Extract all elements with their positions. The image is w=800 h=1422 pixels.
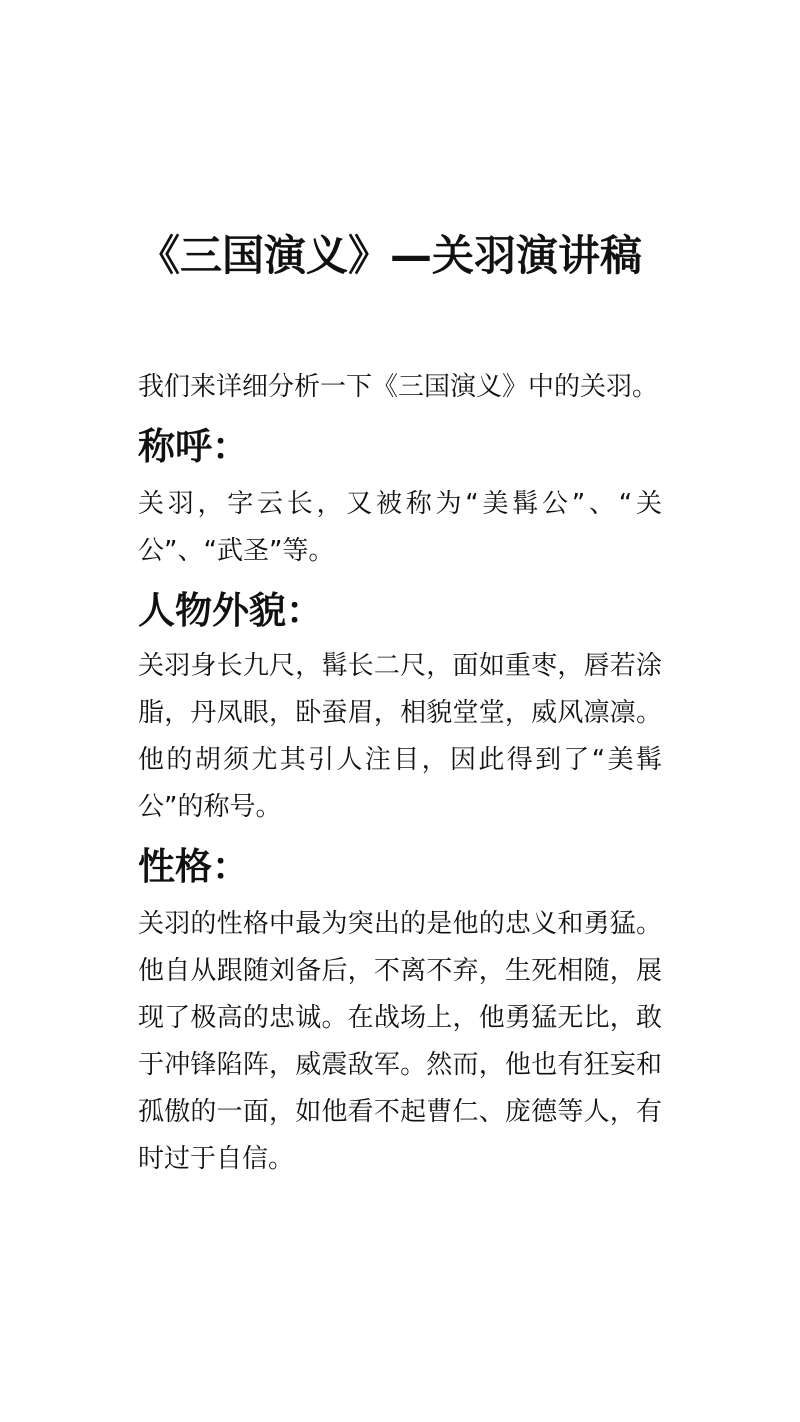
section-paragraph-personality: 关羽的性格中最为突出的是他的忠义和勇猛。他自从跟随刘备后，不离不弃，生死相随，展现了极高的忠诚。在战场上，他勇猛无比，敢于冲锋陷阵，威震敌军。然而，他也有狂妄和孤傲的一面，如他看不起曹仁、庞德等人，有时过于自信。 <box>138 909 662 1174</box>
document-body <box>138 364 662 1183</box>
section-heading-personality: 性格： <box>138 845 249 888</box>
section-paragraph-titles: 关羽，字云长，又被称为“美髯公”、“关公”、“武圣”等。 <box>138 489 662 566</box>
section-heading-titles: 称呼： <box>138 425 249 468</box>
intro-paragraph: 我们来详细分析一下《三国演义》中的关羽。 <box>138 372 659 402</box>
section-paragraph-appearance: 关羽身长九尺，髯长二尺，面如重枣，唇若涂脂，丹凤眼，卧蚕眉，相貌堂堂，威风凛凛。他的胡须尤其引人注目，因此得到了“美髯公”的称号。 <box>138 651 662 822</box>
document-title: 《三国演义》—关羽演讲稿 <box>138 231 643 280</box>
section-heading-appearance: 人物外貌： <box>138 589 323 632</box>
